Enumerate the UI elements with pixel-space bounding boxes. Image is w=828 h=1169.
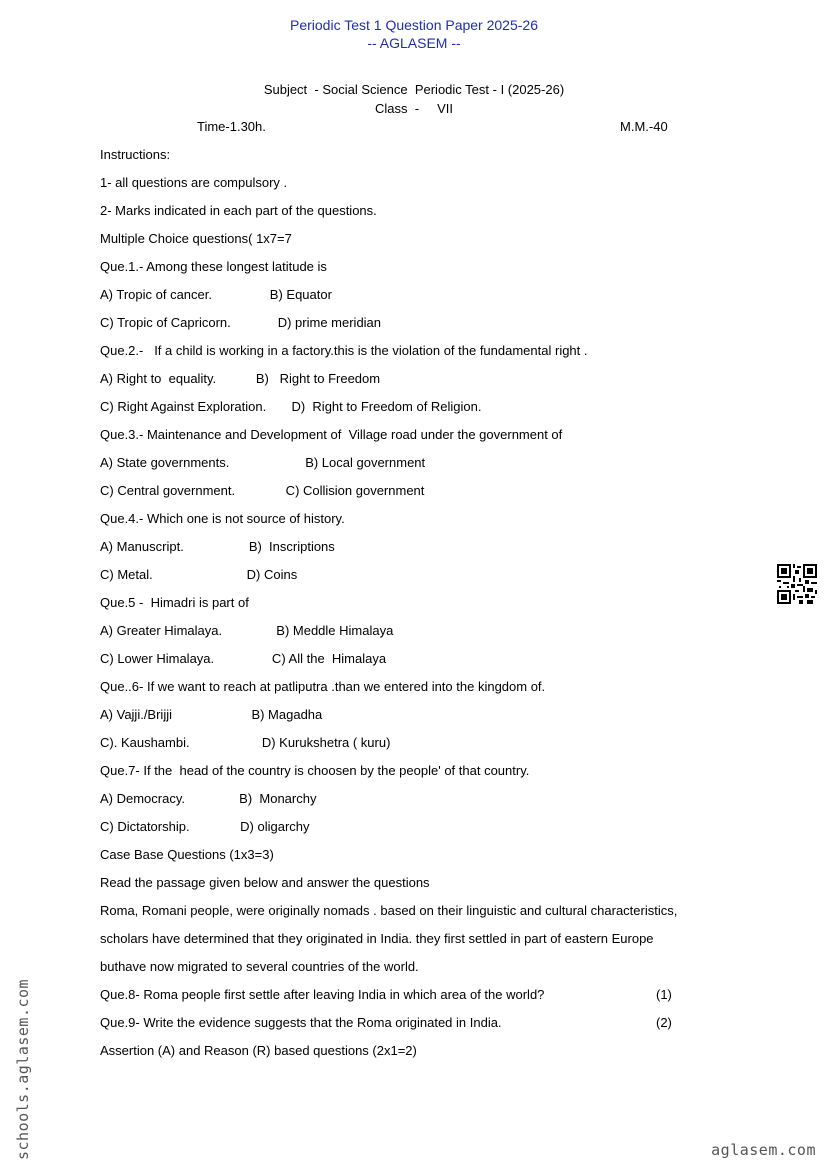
class-line: Class - VII [374,101,453,116]
instruction-line: 1- all questions are compulsory . [100,175,288,190]
document-header-brand: -- AGLASEM -- [367,35,461,51]
document-header-title: Periodic Test 1 Question Paper 2025-26 [289,17,538,33]
answer-options: C). Kaushambi. D) Kurukshetra ( kuru) [100,735,391,750]
subject-line: Subject - Social Science Periodic Test - I (2025-26) [263,82,565,97]
question-text: Que.3.- Maintenance and Development of Village road under the government of [100,427,563,442]
question-text: Que.9- Write the evidence suggests that the Roma originated in India. [100,1015,502,1030]
answer-options: A) Vajji./Brijji B) Magadha [100,707,323,722]
time-label: Time-1.30h. [197,119,266,134]
max-marks-label: M.M.-40 [620,119,668,134]
question-text: Que.4.- Which one is not source of history. [100,511,345,526]
answer-options: A) State governments. B) Local government [100,455,426,470]
footer-watermark: aglasem.com [711,1141,816,1159]
answer-options: C) Dictatorship. D) oligarchy [100,819,310,834]
instruction-line: 2- Marks indicated in each part of the questions. [100,203,377,218]
answer-options: A) Democracy. B) Monarchy [100,791,317,806]
qr-code-icon [777,564,817,604]
section-heading: Assertion (A) and Reason (R) based questions (2x1=2) [100,1043,417,1058]
question-text: Que.8- Roma people first settle after leaving India in which area of the world? [100,987,545,1002]
passage-line: Roma, Romani people, were originally nomads . based on their linguistic and cultural characteristics, [100,903,678,918]
instructions-heading: Instructions: [100,147,171,162]
answer-options: C) Central government. C) Collision government [100,483,425,498]
answer-options: A) Tropic of cancer. B) Equator [100,287,332,302]
answer-options: C) Metal. D) Coins [100,567,298,582]
passage-line: scholars have determined that they originated in India. they first settled in part of eastern Europe [100,931,654,946]
section-heading: Case Base Questions (1x3=3) [100,847,274,862]
side-watermark: schools.aglasem.com [14,978,32,1160]
answer-options: A) Greater Himalaya. B) Meddle Himalaya [100,623,394,638]
question-text: Que.2.- If a child is working in a factory.this is the violation of the fundamental right . [100,343,588,358]
section-heading: Multiple Choice questions( 1x7=7 [100,231,292,246]
answer-options: A) Manuscript. B) Inscriptions [100,539,335,554]
question-text: Que.1.- Among these longest latitude is [100,259,327,274]
question-text: Que.5 - Himadri is part of [100,595,249,610]
question-marks: (1) [656,987,672,1002]
passage-instruction: Read the passage given below and answer the questions [100,875,430,890]
answer-options: C) Right Against Exploration. D) Right to Freedom of Religion. [100,399,482,414]
answer-options: C) Lower Himalaya. C) All the Himalaya [100,651,387,666]
answer-options: A) Right to equality. B) Right to Freedom [100,371,381,386]
question-text: Que..6- If we want to reach at patliputra .than we entered into the kingdom of. [100,679,546,694]
question-text: Que.7- If the head of the country is choosen by the people' of that country. [100,763,530,778]
answer-options: C) Tropic of Capricorn. D) prime meridian [100,315,382,330]
passage-line: buthave now migrated to several countries of the world. [100,959,419,974]
question-marks: (2) [656,1015,672,1030]
